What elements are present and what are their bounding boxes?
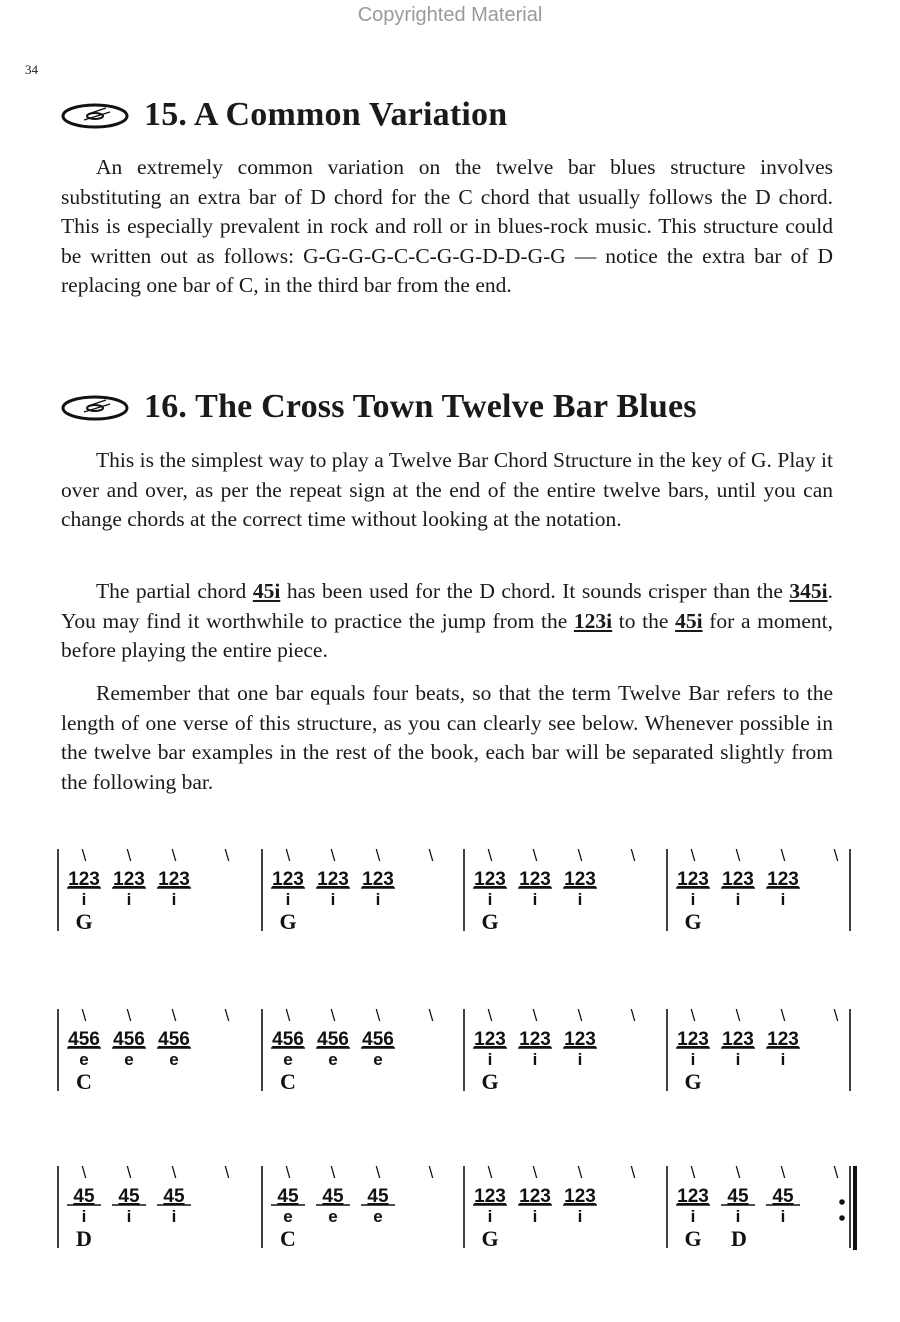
note-holes: 45 — [163, 1186, 185, 1207]
text-run: The partial chord — [96, 579, 253, 603]
beat-mark: \ — [833, 1163, 839, 1182]
beat-mark: \ — [532, 1163, 538, 1182]
beat-mark: \ — [330, 1006, 336, 1025]
breath-mark: e — [124, 1050, 134, 1069]
chord-label: D — [731, 1226, 747, 1251]
beat-mark: \ — [780, 1163, 786, 1182]
note-holes: 456 — [68, 1029, 100, 1050]
breath-mark: i — [780, 1050, 786, 1069]
beat-mark: \ — [285, 846, 291, 865]
section-16-title: 16. The Cross Town Twelve Bar Blues — [144, 388, 697, 425]
chord-label: G — [684, 909, 702, 934]
note-holes: 123 — [519, 1029, 551, 1050]
breath-mark: i — [81, 890, 87, 909]
chord-label: G — [481, 909, 499, 934]
chord-label: 45i — [675, 608, 703, 633]
beat-mark: \ — [330, 1163, 336, 1182]
breath-mark: i — [487, 1050, 493, 1069]
beat-mark: \ — [428, 1006, 434, 1025]
breath-mark: i — [690, 1050, 696, 1069]
beat-mark: \ — [577, 846, 583, 865]
beat-mark: \ — [126, 1006, 132, 1025]
beat-mark: \ — [630, 846, 636, 865]
beat-mark: \ — [285, 1006, 291, 1025]
breath-mark: i — [735, 890, 741, 909]
beat-mark: \ — [126, 846, 132, 865]
breath-mark: i — [735, 1207, 741, 1226]
note-holes: 123 — [519, 869, 551, 890]
beat-mark: \ — [428, 846, 434, 865]
beat-mark: \ — [780, 1006, 786, 1025]
beat-mark: \ — [285, 1163, 291, 1182]
section-16-paragraph-3: Remember that one bar equals four beats, so that the term Twelve Bar refers to the length of one verse of this structure, as you can clearly see below. Whenever possible in the twelve bar examples in the rest of the book, each bar will be separated slightly from the following bar. — [61, 681, 833, 794]
breath-mark: i — [532, 1207, 538, 1226]
breath-mark: i — [126, 890, 132, 909]
cd-icon — [60, 392, 130, 422]
note-holes: 123 — [677, 1029, 709, 1050]
chord-label: G — [75, 909, 93, 934]
beat-mark: \ — [487, 846, 493, 865]
note-holes: 123 — [564, 1186, 596, 1207]
note-holes: 123 — [677, 869, 709, 890]
beat-mark: \ — [375, 1163, 381, 1182]
note-holes: 123 — [519, 1186, 551, 1207]
breath-mark: e — [373, 1207, 383, 1226]
repeat-dot — [839, 1199, 845, 1205]
breath-mark: i — [285, 890, 291, 909]
breath-mark: i — [735, 1050, 741, 1069]
note-holes: 123 — [362, 869, 394, 890]
breath-mark: i — [577, 890, 583, 909]
section-16-paragraph-2 — [61, 577, 833, 666]
section-15-heading — [60, 93, 507, 137]
beat-mark: \ — [375, 1006, 381, 1025]
breath-mark: i — [126, 1207, 132, 1226]
note-holes: 45 — [118, 1186, 140, 1207]
beat-mark: \ — [126, 1163, 132, 1182]
section-15-paragraph: An extremely common variation on the twelve bar blues structure involves substituting an extra bar of D chord for the C chord that usually follows the D chord. This is especially prevalent in rock and roll or in blues-rock music. This structure could be written out as follows: G-G-G-G-C-C-G-G-D-D-G-G — notice the extra bar of D replacing one bar of C, in the third bar from the end. — [61, 155, 833, 297]
beat-mark: \ — [224, 1163, 230, 1182]
breath-mark: i — [375, 890, 381, 909]
note-holes: 45 — [73, 1186, 95, 1207]
note-holes: 123 — [68, 869, 100, 890]
breath-mark: i — [487, 890, 493, 909]
beat-mark: \ — [532, 846, 538, 865]
note-holes: 123 — [474, 1186, 506, 1207]
note-holes: 123 — [767, 1029, 799, 1050]
note-holes: 123 — [474, 1029, 506, 1050]
beat-mark: \ — [735, 846, 741, 865]
breath-mark: i — [487, 1207, 493, 1226]
chord-label: D — [76, 1226, 92, 1251]
repeat-dot — [839, 1215, 845, 1221]
note-holes: 123 — [158, 869, 190, 890]
beat-mark: \ — [171, 1006, 177, 1025]
copyright-notice: Copyrighted Material — [357, 4, 543, 26]
chord-label: C — [280, 1226, 296, 1251]
beat-mark: \ — [577, 1163, 583, 1182]
breath-mark: e — [283, 1207, 293, 1226]
breath-mark: i — [81, 1207, 87, 1226]
breath-mark: i — [577, 1207, 583, 1226]
note-holes: 123 — [317, 869, 349, 890]
beat-mark: \ — [171, 1163, 177, 1182]
beat-mark: \ — [690, 1163, 696, 1182]
beat-mark: \ — [81, 1006, 87, 1025]
beat-mark: \ — [690, 1006, 696, 1025]
note-holes: 123 — [722, 869, 754, 890]
breath-mark: i — [171, 1207, 177, 1226]
beat-mark: \ — [330, 846, 336, 865]
note-holes: 456 — [113, 1029, 145, 1050]
breath-mark: e — [79, 1050, 89, 1069]
note-holes: 123 — [474, 869, 506, 890]
breath-mark: i — [577, 1050, 583, 1069]
note-holes: 45 — [772, 1186, 794, 1207]
cd-icon — [60, 100, 130, 130]
breath-mark: i — [330, 890, 336, 909]
note-holes: 123 — [767, 869, 799, 890]
breath-mark: i — [690, 1207, 696, 1226]
breath-mark: i — [532, 1050, 538, 1069]
chord-label: G — [684, 1226, 702, 1251]
section-15-title: 15. A Common Variation — [144, 96, 508, 133]
beat-mark: \ — [81, 1163, 87, 1182]
breath-mark: i — [690, 890, 696, 909]
beat-mark: \ — [577, 1006, 583, 1025]
chord-label: G — [481, 1069, 499, 1094]
beat-mark: \ — [780, 846, 786, 865]
breath-mark: e — [328, 1050, 338, 1069]
section-16-paragraph-1: This is the simplest way to play a Twelve Bar Chord Structure in the key of G. Play it over and over, as per the repeat sign at the end of the entire twelve bars, until you can change chords at the correct time without looking at the notation. — [61, 448, 833, 531]
note-holes: 123 — [113, 869, 145, 890]
breath-mark: e — [283, 1050, 293, 1069]
beat-mark: \ — [375, 846, 381, 865]
beat-mark: \ — [81, 846, 87, 865]
breath-mark: i — [171, 890, 177, 909]
beat-mark: \ — [224, 846, 230, 865]
chord-label: G — [279, 909, 297, 934]
page-number: 34 — [25, 62, 38, 77]
note-holes: 123 — [564, 869, 596, 890]
beat-mark: \ — [630, 1163, 636, 1182]
beat-mark: \ — [171, 846, 177, 865]
beat-mark: \ — [735, 1163, 741, 1182]
note-holes: 45 — [727, 1186, 749, 1207]
note-holes: 123 — [272, 869, 304, 890]
beat-mark: \ — [532, 1006, 538, 1025]
chord-label: 45i — [252, 579, 281, 603]
beat-mark: \ — [487, 1163, 493, 1182]
text-run: has been used for the D chord. It sounds crisper than the — [280, 579, 790, 603]
beat-mark: \ — [487, 1006, 493, 1025]
breath-mark: i — [780, 890, 786, 909]
breath-mark: i — [532, 890, 538, 909]
beat-mark: \ — [833, 846, 839, 865]
chord-label: 345i — [789, 579, 828, 603]
beat-mark: \ — [630, 1006, 636, 1025]
beat-mark: \ — [428, 1163, 434, 1182]
chord-label: C — [76, 1069, 92, 1094]
chord-label: C — [280, 1069, 296, 1094]
note-holes: 456 — [317, 1029, 349, 1050]
breath-mark: e — [328, 1207, 338, 1226]
note-holes: 45 — [367, 1186, 389, 1207]
chord-label: 123i — [573, 608, 613, 633]
section-16-heading — [60, 385, 697, 429]
beat-mark: \ — [833, 1006, 839, 1025]
text-run: for a moment, before playing the entire piece. — [61, 608, 833, 662]
note-holes: 123 — [564, 1029, 596, 1050]
breath-mark: e — [373, 1050, 383, 1069]
text-run: to the — [612, 608, 676, 633]
note-holes: 456 — [272, 1029, 304, 1050]
note-holes: 45 — [277, 1186, 299, 1207]
beat-mark: \ — [690, 846, 696, 865]
note-holes: 123 — [677, 1186, 709, 1207]
chord-label: G — [481, 1226, 499, 1251]
beat-mark: \ — [735, 1006, 741, 1025]
text-run: . You may find it worthwhile to practice the jump from the — [61, 579, 833, 633]
note-holes: 45 — [322, 1186, 344, 1207]
note-holes: 456 — [362, 1029, 394, 1050]
beat-mark: \ — [224, 1006, 230, 1025]
note-holes: 123 — [722, 1029, 754, 1050]
chord-label: G — [684, 1069, 702, 1094]
note-holes: 456 — [158, 1029, 190, 1050]
breath-mark: e — [169, 1050, 179, 1069]
breath-mark: i — [780, 1207, 786, 1226]
